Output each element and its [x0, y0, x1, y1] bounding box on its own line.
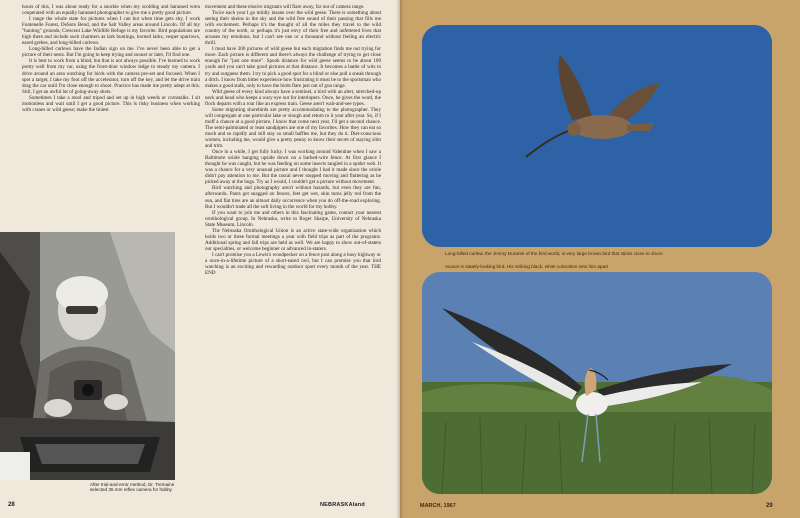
avocet-illustration: [422, 272, 772, 494]
paragraph: If you want to join me and others in this fascinating game, contact your nearest ornithological group. In Nebraska, write to Roger Sharpe, University of Nebraska State Museum, Lincoln.: [205, 209, 381, 228]
paragraph: I must have 300 pictures of wild geese but each migration finds me out trying for more. Each picture is different and there's always the challenge of trying to get close enough for "just one more". Spook distance for wild geese seems to be about 100 yards and you can't take good pictures at that distance. It becomes a battle of wits to try and outguess them. I try to pick a good spot for a blind or else pull a sneak through a ditch. I know from bitter experience how frustrating it must be to the sportsman who makes a good stalk, only to have the birds flare just out of gun range.: [205, 46, 381, 89]
the-end-mark: THE END: [205, 264, 381, 277]
photographer-illustration: [0, 232, 175, 480]
paragraph: Bird watching and photography aren't without hazards, but even they are fun, afterwards. Pants get snagged on fences, feet get wet, skin turns jelly red from the sun, and flat tires are an almost daily occurrence when you do off-the-road exploring. But I wouldn't trade all the soft living in the world for my hobby.: [205, 185, 381, 210]
curlew-illustration: [422, 25, 772, 247]
photographer-photo: [0, 232, 175, 480]
page-gutter: [396, 0, 404, 518]
text-column-1: [22, 4, 200, 228]
paragraph: Long-billed curlews have the Indian sign on me. I've never been able to get a picture of their nests. But I'm going to keep trying and sooner or later, I'll find one.: [22, 46, 200, 59]
text-column-2: [205, 4, 381, 498]
paragraph: hours of this, I was about ready for a snorkle when my scolding and harassed wren cooperated with an equally harassed photographer to give me a pretty good picture.: [22, 4, 200, 17]
paragraph-text: I can't promise you a Lewis's woodpecker on a fence post along a busy highway or a once-in-a-lifetime picture of a short-eared owl, but I can promise you that bird watching is an exciting and rewarding outdoor sport every month of the year.: [205, 251, 381, 271]
magazine-name: NEBRASKAland: [320, 502, 365, 508]
paragraph: movement and these elusive migrants will flare away, far out of camera range.: [205, 4, 365, 10]
page-number: 29: [766, 503, 773, 509]
photo-caption-top: Long-billed curlew, the Jimmy Durante of the bird world, is very large brown bird that sticks close to shore: [445, 251, 663, 256]
page-number: 28: [8, 502, 15, 508]
issue-date: MARCH, 1967: [420, 503, 456, 509]
avocet-photo: [422, 272, 772, 494]
paragraph: Sometimes I take a stool and tripod and set up in high weeds or cornstalks. I sit motionless and wait until I get a good picture. This is risky business when working with cranes or wild geese; make the tiniest: [22, 94, 200, 113]
photo-caption-bottom: Avocet is stately-looking bird. His striking black, white coloration sets him apart: [445, 264, 609, 269]
paragraph: I range the whole state for pictures when I can but when time gets shy, I work Fontenelle Forest, DeSoto Bend, and the Salt Valley areas around Lincoln. Of all my "hunting" grounds, Crescent Lake Wildlife Refuge is my favorite. Bird populations are high there and include such charmers as lark buntings, horned larks, vesper sparrows, eared grebes, and long-billed curlews.: [22, 16, 200, 47]
right-page: [400, 0, 800, 518]
photo-caption: After trial-and-error method, Dr. Tremaine selected 35 mm reflex camera for hobby: [90, 482, 175, 493]
paragraph: The Nebraska Ornithological Union is an active state-wide organization which holds two or three formal meetings a year with field trips as part of the programs. Additional spring and fall trips are held as well. We are happy to show out-of-staters our specialties, or welcome beginner or advanced in-staters.: [205, 227, 381, 252]
paragraph: [205, 252, 381, 276]
paragraph: It is best to work from a blind, but that is not always possible. I've learned to work pretty well from my car, using the front-door window ledge to steady my camera. I drive around an area watching for birds with the camera pre-set and focused. When I spot a target, I take my foot off the accelerator, turn off the key, and let the drive train drag the car until I'm close enough to shoot. Practice has made me pretty adept at this. Still, I get an awful lot of going-away shots.: [22, 58, 200, 95]
paragraph: Some migrating shorebirds are pretty accommodating to the photographer. They will congregate at one particular lake or slough and return to it year after year. So, if I muff a chance at a good picture, I know that come next year, I'll get a second chance. The semi-palminated or least sandpipers are one of my favorites. How they can eat so much and so rapidly and still stay so small baffles me, but they do it. Diet-conscious women, including me, would give a pretty penny to know their secret of staying slim and trim.: [205, 106, 381, 150]
curlew-photo: [422, 25, 772, 247]
paragraph: Wild geese of every kind always have a sentinel, a bird with an alert, stretched-up neck and head who keeps a wary eye out for interlopers. Once, he gives the word, the flock departs with a roar like an express train. Geese aren't wait-and-see types.: [205, 88, 381, 107]
paragraph: Twice each year I go mildly insane over the wild geese. There is something about seeing their skeins in the sky and the wild free sound of their passing that fills me with excitement. Perhaps it's the thought of all the miles they travel to the wild country of the north, or perhaps it's just envy of their free and unfettered lives that arouses my emotions, but I can't see one or a thousand without feeling an electric thrill.: [205, 10, 381, 47]
paragraph: Once in a while, I get fully lucky. I was working around Valentine when I saw a Baltimore oriole hanging upside down on a barbed-wire fence. At first glance I thought he was caught, but he was feeding on some insects tangled in a spider web. It was a chance for a very unusual picture and I thought I had it made since the oriole didn't pay attention to me. But the rascal never stopped moving and fluttering as he picked away at the bugs. Try as I would, I couldn't get a picture without movement.: [205, 149, 381, 186]
